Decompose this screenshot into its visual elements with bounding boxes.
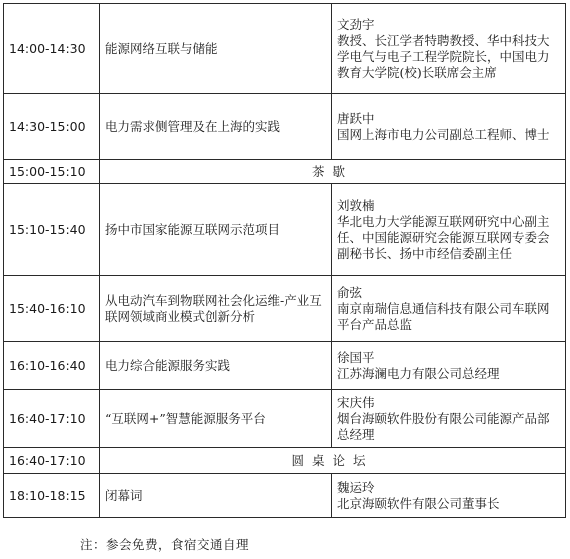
speaker-title: 烟台海颐软件股份有限公司能源产品部总经理	[337, 410, 550, 442]
agenda-row	[4, 276, 566, 342]
time-cell: 16:10-16:40	[4, 342, 100, 390]
topic-cell: 能源网络互联与储能	[100, 4, 332, 94]
roundtable-label: 圆桌论坛	[100, 448, 566, 474]
time-cell: 15:00-15:10	[4, 160, 100, 184]
speaker-title: 江苏海澜电力有限公司总经理	[337, 365, 500, 381]
agenda-break-row	[4, 160, 566, 184]
topic-cell: 扬中市国家能源互联网示范项目	[100, 184, 332, 276]
time-cell: 15:40-16:10	[4, 276, 100, 342]
speaker-name: 魏运玲	[337, 479, 375, 495]
speaker-title: 北京海颐软件有限公司董事长	[337, 495, 500, 511]
topic-cell: 电力综合能源服务实践	[100, 342, 332, 390]
agenda-row	[4, 390, 566, 448]
agenda-row	[4, 342, 566, 390]
topic-cell: 电力需求侧管理及在上海的实践	[100, 94, 332, 160]
speaker-cell	[332, 342, 566, 390]
time-cell: 18:10-18:15	[4, 474, 100, 518]
speaker-cell	[332, 4, 566, 94]
speaker-name: 刘敦楠	[337, 197, 375, 213]
speaker-name: 唐跃中	[337, 110, 375, 126]
agenda-row	[4, 4, 566, 94]
speaker-title: 南京南瑞信息通信科技有限公司车联网平台产品总监	[337, 300, 550, 332]
speaker-name: 文劲宇	[337, 16, 375, 32]
footnote: 注：参会免费，食宿交通自理	[80, 537, 250, 552]
agenda-row	[4, 474, 566, 518]
speaker-cell	[332, 184, 566, 276]
time-cell: 14:30-15:00	[4, 94, 100, 160]
speaker-title: 教授、长江学者特聘教授、华中科技大学电气与电子工程学院院长，中国电力教育大学院(校)长联席会主席	[337, 32, 550, 80]
speaker-name: 宋庆伟	[337, 394, 375, 410]
time-cell: 15:10-15:40	[4, 184, 100, 276]
topic-cell: “互联网+”智慧能源服务平台	[100, 390, 332, 448]
time-cell: 16:40-17:10	[4, 448, 100, 474]
agenda-table	[3, 3, 566, 518]
speaker-name: 俞弦	[337, 284, 363, 300]
break-label: 茶歇	[100, 160, 566, 184]
speaker-name: 徐国平	[337, 349, 375, 365]
time-cell: 14:00-14:30	[4, 4, 100, 94]
speaker-cell	[332, 276, 566, 342]
agenda-row	[4, 184, 566, 276]
speaker-cell	[332, 474, 566, 518]
speaker-title: 华北电力大学能源互联网研究中心副主任、中国能源研究会能源互联网专委会副秘书长、扬中市经信委副主任	[337, 213, 550, 261]
agenda-table-body	[4, 4, 566, 518]
agenda-break-row	[4, 448, 566, 474]
time-cell: 16:40-17:10	[4, 390, 100, 448]
speaker-title: 国网上海市电力公司副总工程师、博士	[337, 126, 550, 142]
topic-cell: 从电动汽车到物联网社会化运维-产业互联网领域商业模式创新分析	[100, 276, 332, 342]
speaker-cell	[332, 390, 566, 448]
speaker-cell	[332, 94, 566, 160]
topic-cell: 闭幕词	[100, 474, 332, 518]
agenda-row	[4, 94, 566, 160]
